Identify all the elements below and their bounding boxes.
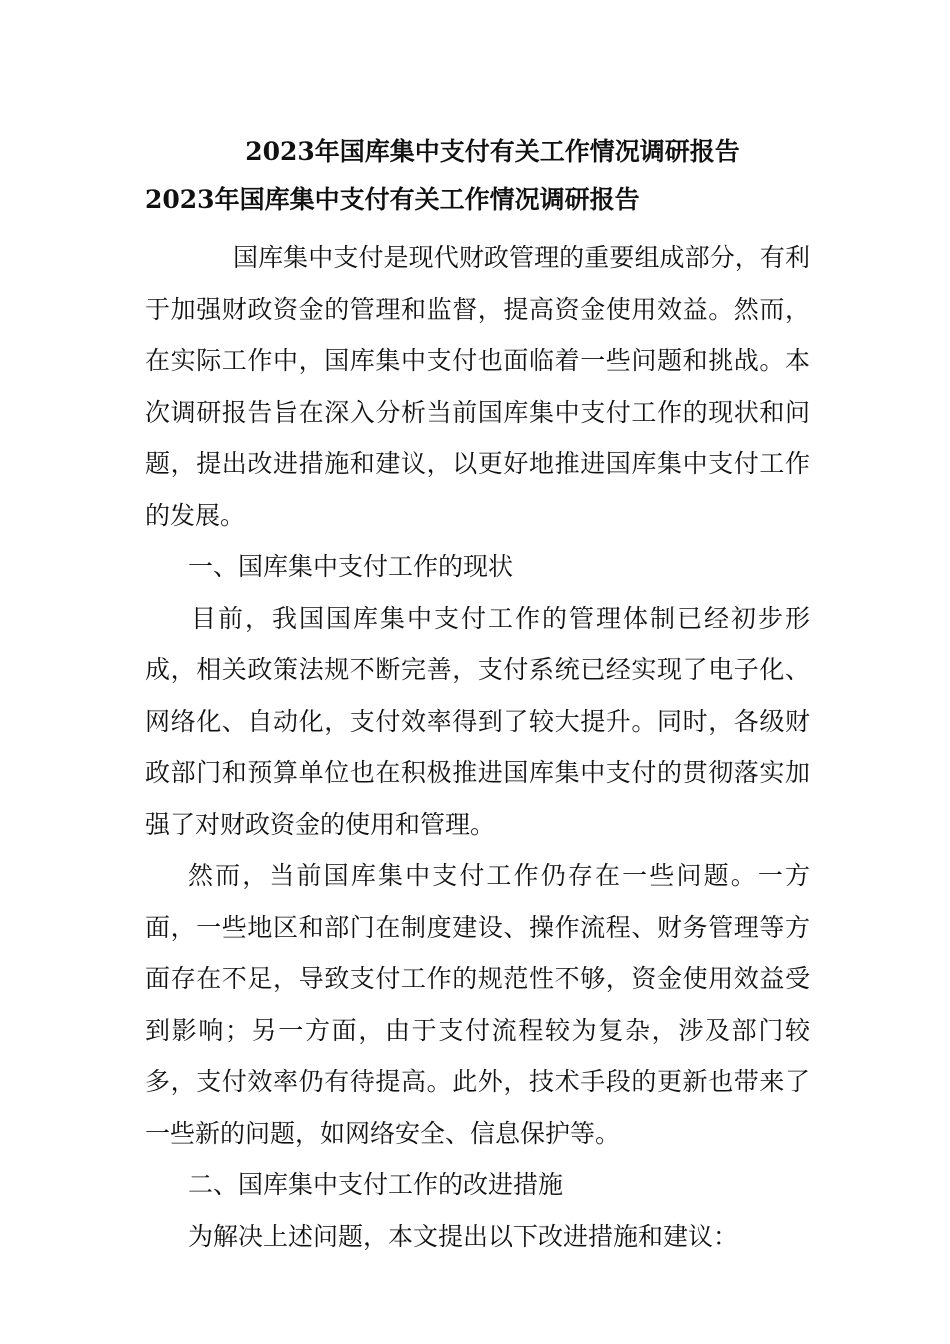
section-2-heading: 二、国库集中支付工作的改进措施 bbox=[188, 1170, 564, 1199]
document-title: 2023年国库集中支付有关工作情况调研报告 bbox=[245, 137, 740, 166]
section-1-paragraph-2: 然而，当前国库集中支付工作仍存在一些问题。一方面，一些地区和部门在制度建设、操作流程、财务管理等方面存在不足，导致支付工作的规范性不够，资金使用效益受到影响；另一方面，由于支付流程较为复杂，涉及部门较多，支付效率仍有待提高。此外，技术手段的更新也带来了一些新的问题，如网络安全、信息保护等。 bbox=[145, 861, 810, 1148]
section-1-paragraph-1: 目前，我国国库集中支付工作的管理体制已经初步形成，相关政策法规不断完善，支付系统已经实现了电子化、网络化、自动化，支付效率得到了较大提升。同时，各级财政部门和预算单位也在积极推进国库集中支付的贯彻落实加强了对财政资金的使用和管理。 bbox=[145, 603, 810, 839]
section-2-paragraph-1: 为解决上述问题，本文提出以下改进措施和建议： bbox=[188, 1221, 739, 1251]
section-1-heading: 一、国库集中支付工作的现状 bbox=[188, 552, 514, 581]
intro-paragraph: 国库集中支付是现代财政管理的重要组成部分，有利于加强财政资金的管理和监督，提高资金使用效益。然而，在实际工作中，国库集中支付也面临着一些问题和挑战。本次调研报告旨在深入分析当前国库集中支付工作的现状和问题，提出改进措施和建议，以更好地推进国库集中支付工作的发展。 bbox=[145, 243, 810, 530]
document-subtitle: 2023年国库集中支付有关工作情况调研报告 bbox=[145, 185, 640, 214]
document-body bbox=[145, 128, 810, 1262]
